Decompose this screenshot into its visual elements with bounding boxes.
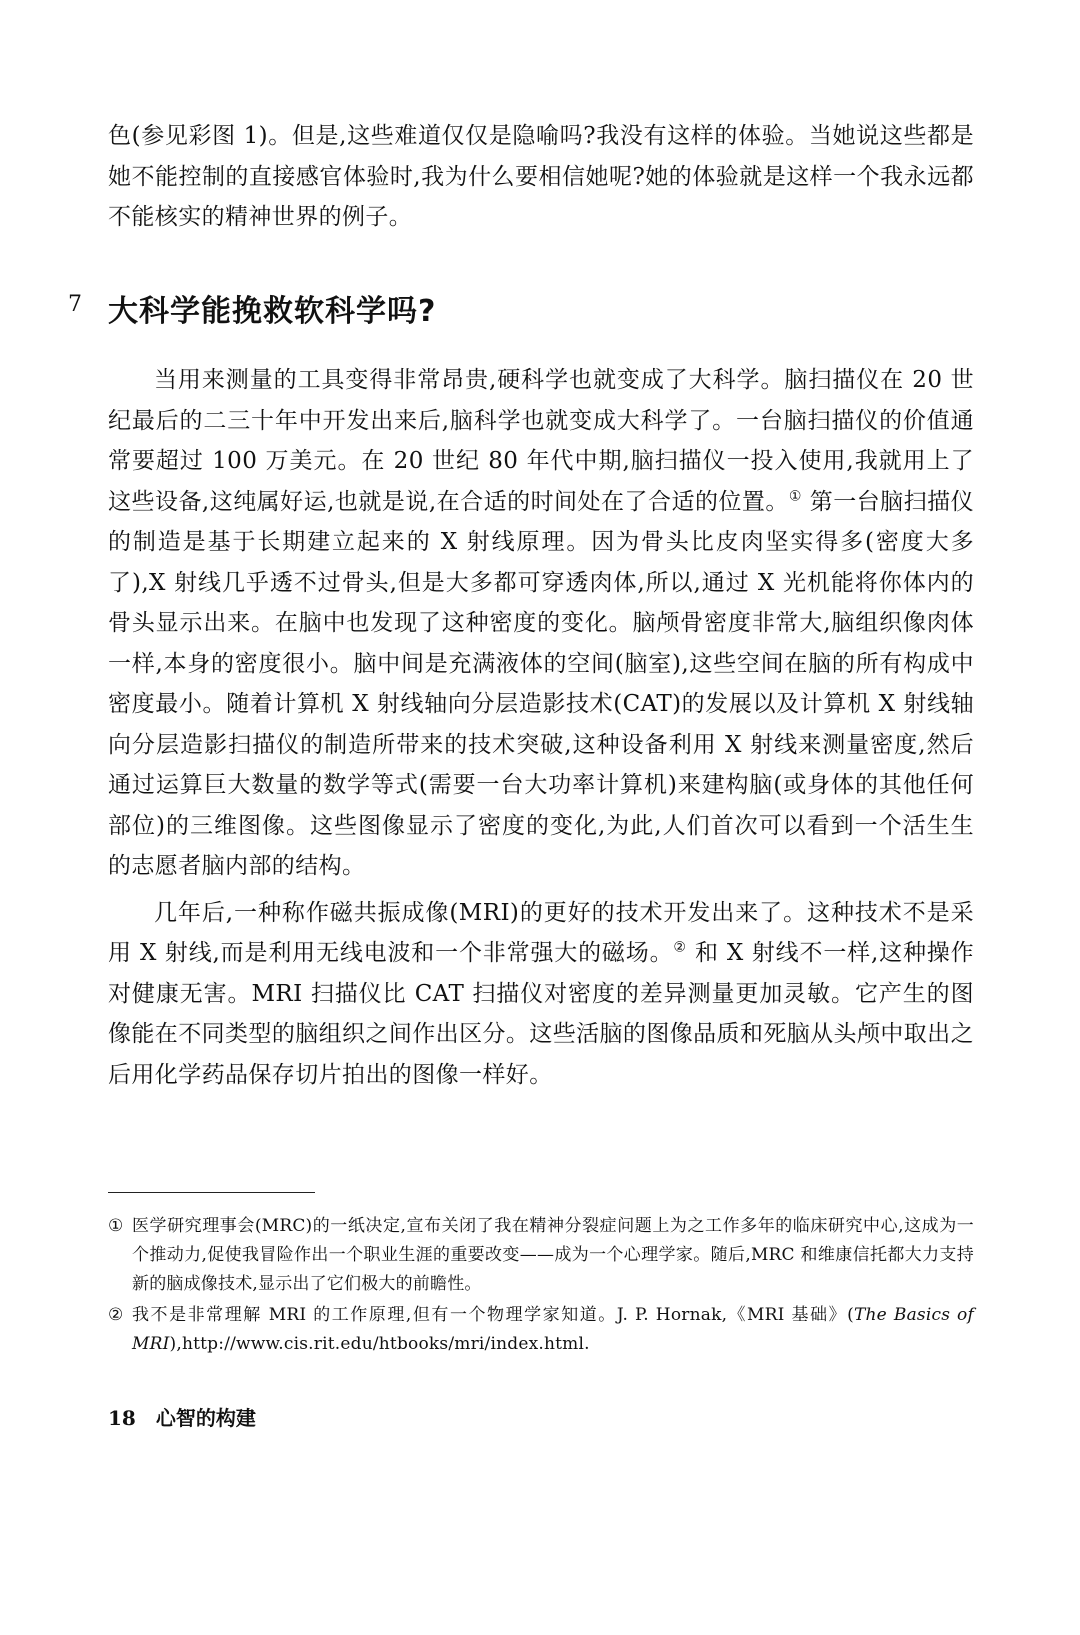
section-body (108, 360, 974, 1095)
continued-paragraph (108, 116, 974, 238)
paragraph-mri (108, 893, 974, 1096)
page-number: 18 (108, 1406, 136, 1430)
section-heading (68, 286, 968, 336)
footnote-mark: ① (108, 1216, 124, 1236)
paragraph-brain-scanners (108, 360, 974, 887)
footnote-text: 我不是非常理解 MRI 的工作原理,但有一个物理学家知道。J. P. Hornak,《MRI 基础》( (132, 1305, 854, 1325)
running-title: 心智的构建 (155, 1406, 256, 1430)
footnote-mark: ② (108, 1305, 124, 1325)
footnote-text: 医学研究理事会(MRC)的一纸决定,宣布关闭了我在精神分裂症问题上为之工作多年的临床研究中心,这成为一个推动力,促使我冒险作出一个职业生涯的重要改变——成为一个心理学家。随后,MRC 和维康信托都大力支持新的脑成像技术,显示出了它们极大的前瞻性。 (132, 1216, 974, 1294)
footnote-ref-2: ② (673, 939, 687, 956)
footnote-ref-1: ① (788, 487, 802, 504)
paragraph-text: 当用来测量的工具变得非常昂贵,硬科学也就变成了大科学。脑扫描仪在 20 世纪最后的二三十年中开发出来后,脑科学也就变成大科学了。一台脑扫描仪的价值通常要超过 100 万美元。在 20 世纪 80 年代中期,脑扫描仪一投入使用,我就用上了这些设备,这纯属好运,也就是说,在合适的时间处在了合适的位置。 (108, 367, 974, 515)
page-footer (108, 1402, 276, 1431)
paragraph-text: 几年后,一种称作磁共振成像(MRI)的更好的技术开发出来了。这种技术不是采用 X 射线,而是利用无线电波和一个非常强大的磁场。 (108, 899, 974, 966)
paragraph-text: 第一台脑扫描仪的制造是基于长期建立起来的 X 射线原理。因为骨头比皮肉坚实得多(密度大多了),X 射线几乎透不过骨头,但是大多都可穿透肉体,所以,通过 X 光机能将你体内的骨头显示出来。在脑中也发现了这种密度的变化。脑颅骨密度非常大,脑组织像肉体一样,本身的密度很小。脑中间是充满液体的空间(脑室),这些空间在脑的所有构成中密度最小。随着计算机 X 射线轴向分层造影技术(CAT)的发展以及计算机 X 射线轴向分层造影扫描仪的制造所带来的技术突破,这种设备利用 X 射线来测量密度,然后通过运算巨大数量的数学等式(需要一台大功率计算机)来建构脑(或身体的其他任何部位)的三维图像。这些图像显示了密度的变化,为此,人们首次可以看到一个活生生的志愿者脑内部的结构。 (108, 488, 975, 879)
footnote-1 (108, 1212, 974, 1299)
section-number: 7 (68, 292, 82, 317)
footnotes (108, 1212, 974, 1361)
footnote-book-title: The Basics of MRI (132, 1305, 974, 1354)
footnote-2 (108, 1301, 974, 1359)
section-title: 大科学能挽救软科学吗? (108, 294, 437, 329)
footnote-text: ),http://www.cis.rit.edu/htbooks/mri/index.html. (169, 1334, 590, 1354)
paragraph-text: 色(参见彩图 1)。但是,这些难道仅仅是隐喻吗?我没有这样的体验。当她说这些都是她不能控制的直接感官体验时,我为什么要相信她呢?她的体验就是这样一个我永远都不能核实的精神世界的例子。 (108, 123, 974, 230)
paragraph-text: 和 X 射线不一样,这种操作对健康无害。MRI 扫描仪比 CAT 扫描仪对密度的差异测量更加灵敏。它产生的图像能在不同类型的脑组织之间作出区分。这些活脑的图像品质和死脑从头颅中取出之后用化学药品保存切片拍出的图像一样好。 (108, 940, 974, 1088)
footnote-divider (108, 1192, 315, 1193)
